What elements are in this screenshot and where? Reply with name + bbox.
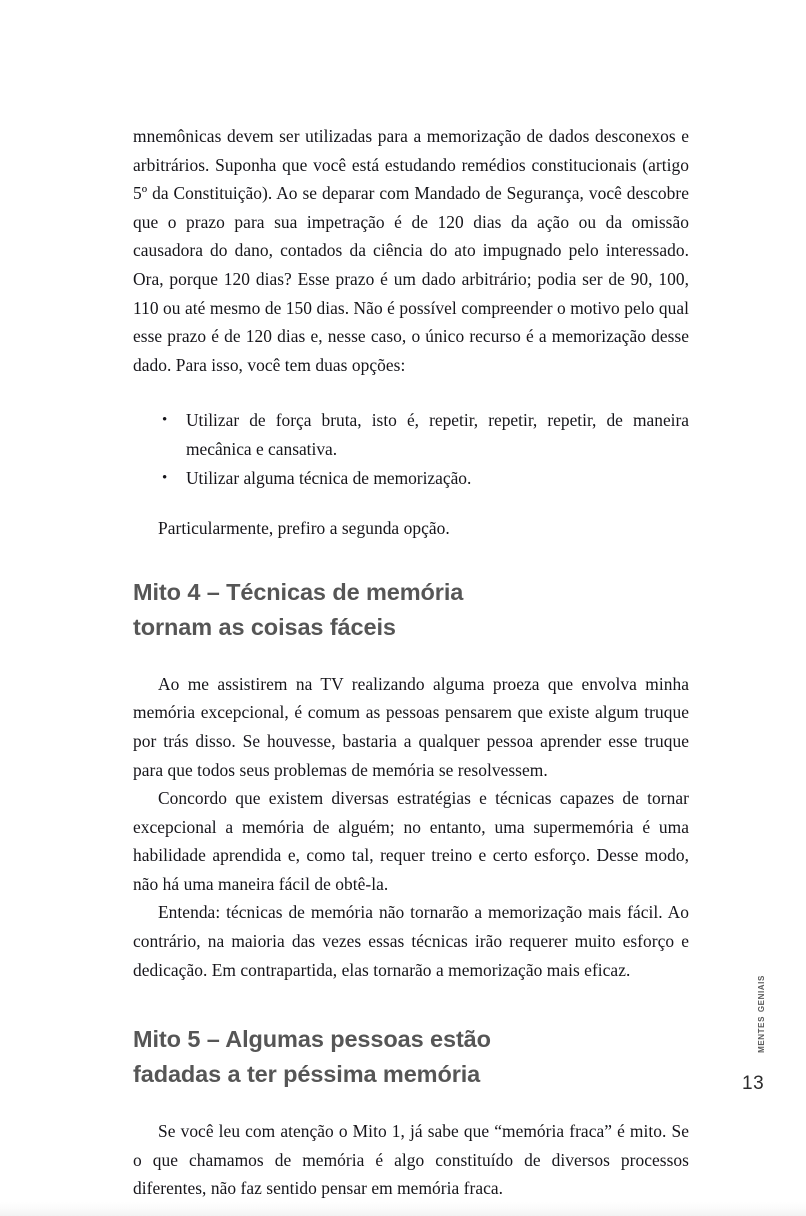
- list-item: [133, 464, 689, 493]
- opening-paragraph: mnemônicas devem ser utilizadas para a memorização de dados desconexos e arbitrários. Suponha que você está estudando remédios constitucionais (artigo 5º da Constituição). Ao se deparar com Mandado de Segurança, você descobre que o prazo para sua impetração é de 120 dias da ação ou da omissão causadora do dano, contados da ciência do ato impugnado pelo interessado. Ora, porque 120 dias? Esse prazo é um dado arbitrário; podia ser de 90, 100, 110 ou até mesmo de 150 dias. Não é possível compreender o motivo pelo qual esse prazo é de 120 dias e, nesse caso, o único recurso é a memorização desse dado. Para isso, você tem duas opções:: [133, 126, 689, 375]
- spacer: [133, 1092, 689, 1117]
- closing-line: Particularmente, prefiro a segunda opção.: [158, 518, 450, 539]
- section-heading-line-1: Mito 5 – Algumas pessoas estão: [133, 1026, 491, 1053]
- section-heading-line-2: fadadas a ter péssima memória: [133, 1061, 481, 1088]
- list-item-label: Utilizar de força bruta, isto é, repetir, repetir, repetir, de maneira mecânica e cansativa.: [186, 410, 689, 459]
- section-paragraph: Entenda: técnicas de memória não tornarão a memorização mais fácil. Ao contrário, na maioria das vezes essas técnicas irão requerer muito esforço e dedicação. Em contrapartida, elas tornarão a memorização mais eficaz.: [133, 902, 689, 980]
- page-number: 13: [742, 1073, 765, 1094]
- section-paragraph: Concordo que existem diversas estratégias e técnicas capazes de tornar excepcional a memória de alguém; no entanto, uma supermemória é uma habilidade aprendida e, como tal, requer treino e certo esforço. Desse modo, não há uma maneira fácil de obtê-la.: [133, 788, 689, 894]
- section-heading-mito-5: [133, 1022, 689, 1092]
- running-head-label: mentes geniais: [755, 975, 767, 1053]
- section-heading-mito-4: [133, 575, 689, 645]
- page-bottom-edge: [0, 1202, 806, 1216]
- section-heading-line-2: tornam as coisas fáceis: [133, 613, 396, 640]
- section-heading-line-1: Mito 4 – Técnicas de memória: [133, 578, 464, 605]
- options-bullet-list: [133, 406, 689, 492]
- list-item-label: Utilizar alguma técnica de memorização.: [186, 467, 472, 488]
- list-item: [133, 406, 689, 463]
- spacer: [133, 645, 689, 670]
- spacer: [133, 379, 689, 406]
- section-paragraph: Se você leu com atenção o Mito 1, já sabe que “memória fraca” é mito. Se o que chamamos de memória é algo constituído de diversos processos diferentes, não faz sentido pensar em memória fraca.: [133, 1121, 689, 1199]
- text-column: [133, 122, 689, 1203]
- section-paragraph: Ao me assistirem na TV realizando alguma proeza que envolva minha memória excepcional, é comum as pessoas pensarem que existe algum truque por trás disso. Se houvesse, bastaria a qualquer pessoa aprender esse truque para que todos seus problemas de memória se resolvessem.: [133, 673, 689, 780]
- spacer: [133, 543, 689, 575]
- bullet-icon: •: [162, 469, 168, 486]
- spacer: [133, 492, 689, 514]
- spacer: [133, 984, 689, 1022]
- bullet-icon: •: [162, 412, 168, 429]
- running-head: [752, 968, 770, 1060]
